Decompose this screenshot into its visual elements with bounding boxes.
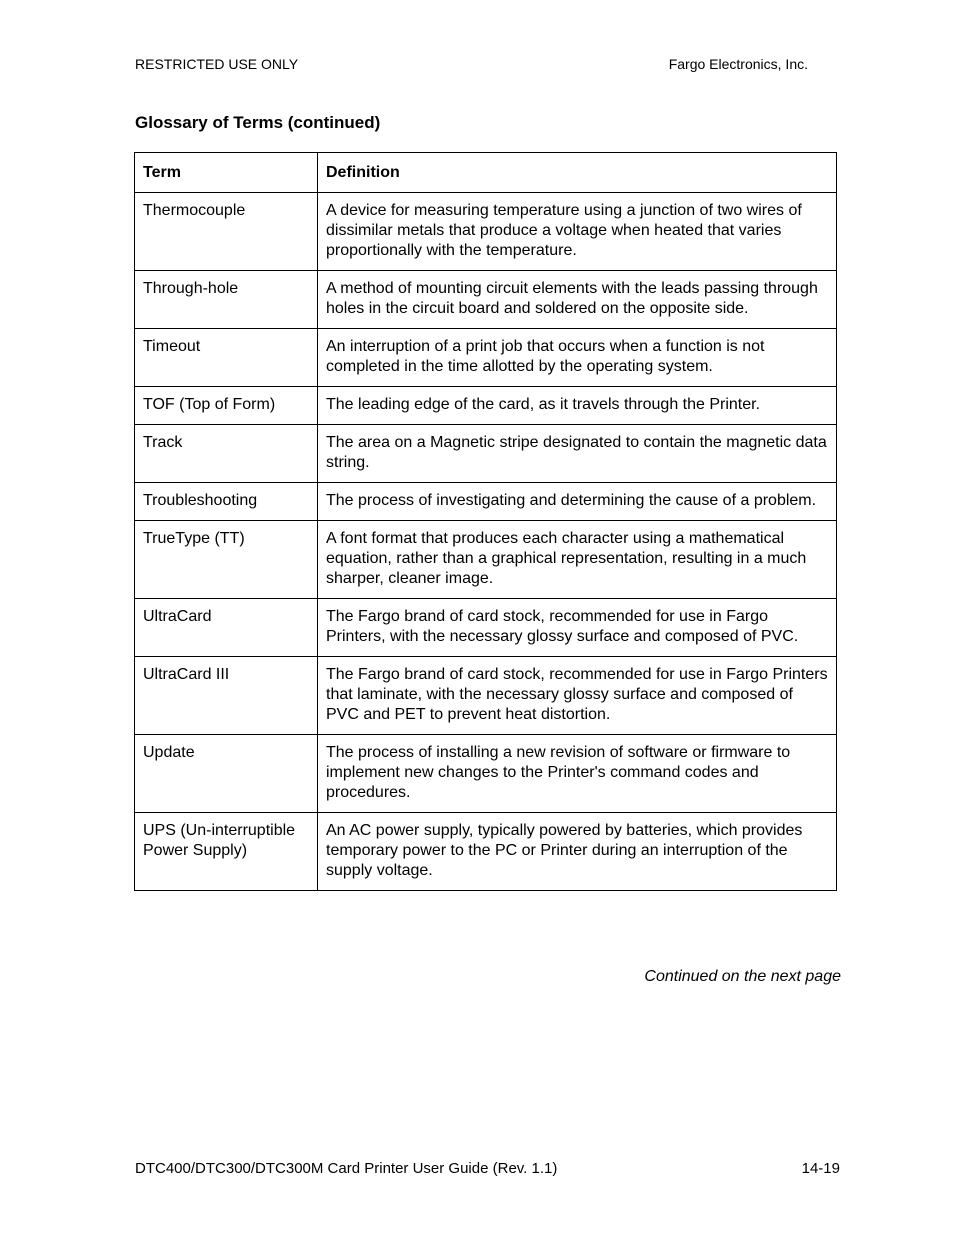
table-row — [135, 387, 837, 425]
table-row — [135, 521, 837, 599]
table-row — [135, 329, 837, 387]
table-row — [135, 425, 837, 483]
continued-note: Continued on the next page — [644, 968, 841, 985]
term-cell: Troubleshooting — [135, 483, 318, 521]
term-cell: TOF (Top of Form) — [135, 387, 318, 425]
table-row — [135, 193, 837, 271]
column-header-definition: Definition — [318, 153, 837, 193]
footer-page-number: 14-19 — [801, 1160, 840, 1177]
table-row — [135, 735, 837, 813]
term-cell: UltraCard — [135, 599, 318, 657]
definition-cell: The process of investigating and determining the cause of a problem. — [318, 483, 837, 521]
definition-cell: The leading edge of the card, as it travels through the Printer. — [318, 387, 837, 425]
term-cell: UPS (Un-interruptible Power Supply) — [135, 813, 318, 891]
glossary-table — [134, 152, 837, 891]
term-cell: Thermocouple — [135, 193, 318, 271]
term-cell: UltraCard III — [135, 657, 318, 735]
definition-cell: An interruption of a print job that occurs when a function is not completed in the time allotted by the operating system. — [318, 329, 837, 387]
table-row — [135, 483, 837, 521]
definition-cell: A method of mounting circuit elements with the leads passing through holes in the circuit board and soldered on the opposite side. — [318, 271, 837, 329]
table-row — [135, 657, 837, 735]
page-header — [135, 56, 808, 72]
definition-cell: The Fargo brand of card stock, recommended for use in Fargo Printers that laminate, with the necessary glossy surface and composed of PVC and PET to prevent heat distortion. — [318, 657, 837, 735]
term-cell: TrueType (TT) — [135, 521, 318, 599]
table-row — [135, 271, 837, 329]
table-row — [135, 599, 837, 657]
term-cell: Timeout — [135, 329, 318, 387]
definition-cell: A font format that produces each character using a mathematical equation, rather than a graphical representation, resulting in a much sharper, cleaner image. — [318, 521, 837, 599]
page-footer — [135, 1160, 840, 1177]
term-cell: Update — [135, 735, 318, 813]
term-cell: Track — [135, 425, 318, 483]
header-restriction-notice: RESTRICTED USE ONLY — [135, 56, 299, 72]
header-company-name: Fargo Electronics, Inc. — [668, 56, 808, 72]
table-row — [135, 813, 837, 891]
column-header-term: Term — [135, 153, 318, 193]
footer-document-title: DTC400/DTC300/DTC300M Card Printer User Guide (Rev. 1.1) — [135, 1160, 558, 1177]
definition-cell: The Fargo brand of card stock, recommended for use in Fargo Printers, with the necessary glossy surface and composed of PVC. — [318, 599, 837, 657]
table-header-row — [135, 153, 837, 193]
section-title: Glossary of Terms (continued) — [135, 113, 381, 132]
definition-cell: The area on a Magnetic stripe designated to contain the magnetic data string. — [318, 425, 837, 483]
definition-cell: A device for measuring temperature using a junction of two wires of dissimilar metals that produce a voltage when heated that varies proportionally with the temperature. — [318, 193, 837, 271]
definition-cell: An AC power supply, typically powered by batteries, which provides temporary power to the PC or Printer during an interruption of the supply voltage. — [318, 813, 837, 891]
definition-cell: The process of installing a new revision of software or firmware to implement new changes to the Printer's command codes and procedures. — [318, 735, 837, 813]
term-cell: Through-hole — [135, 271, 318, 329]
